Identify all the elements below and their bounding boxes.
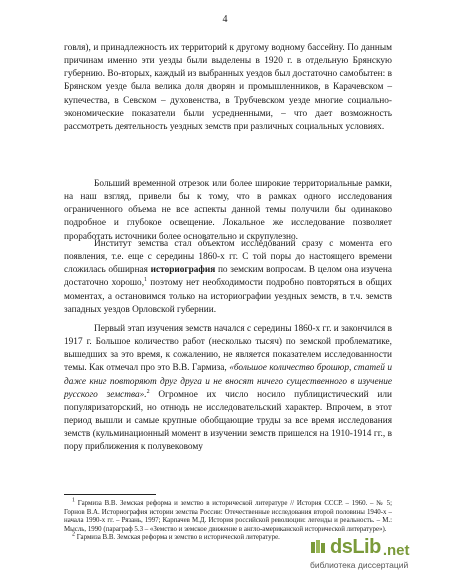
dslib-watermark[interactable]: [306, 536, 442, 576]
paragraph-4-text: [64, 323, 392, 455]
paragraph-3: [64, 238, 392, 317]
paragraph-3-part-c: поэтому нет необходимости подробно повторяться в общих моментах, а остановимся только на историографии уездных земств, в т.ч. земств западных уездов Орловской губернии.: [64, 278, 392, 315]
paragraph-4-part-a: Первый этап изучения земств начался с середины 1860-х гг. и закончился в 1917 г. Большое количество работ (несколько тысяч) по земской проблематике, вышедших за это время, к сожалению, не является показателем исследованности темы. Как отмечал про это В.В. Гармиза,: [64, 324, 392, 374]
watermark-logo: dsLib: [330, 536, 381, 558]
footnote-ref-2[interactable]: 2: [146, 388, 150, 395]
watermark-domain: .net: [382, 542, 410, 559]
footnote-2-text: Гармиза В.В. Земская реформа и земство в исторической литературе.: [76, 534, 280, 541]
footnote-divider: [64, 494, 156, 495]
paragraph-3-part-b: по земским вопросам. В целом она изучена достаточно хорошо,: [64, 265, 392, 289]
watermark-subtitle: библиотека диссертаций: [310, 560, 409, 570]
paragraph-3-part-a: Институт земства стал объектом исследований сразу с момента его появления, т.е. еще с середины 1860-х гг. С той поры до настоящего времени сложилась обширная: [64, 239, 392, 276]
paragraph-2: [64, 178, 392, 244]
paragraph-4-part-b: Огромное их число носило публицистический или популяризаторский, но отнюдь не исследовательский характер. Впрочем, в этот период вышли и самые крупные обобщающие труды за все время исследования земств (кульминационный момент в изучении земств пришелся на 1910-1914 гг., в пору приближения к полувековому: [64, 389, 392, 453]
paragraph-1: [64, 42, 392, 134]
footnote-ref-1[interactable]: 1: [144, 277, 148, 284]
footnote-2-mark: 2: [72, 531, 75, 538]
garmiza-quote: «большое количество брошюр, статей и даже книг повторяют друг друга и не вносят ничего существенного в изучение русского земства».: [64, 363, 392, 400]
footnote-1-mark: 1: [72, 497, 75, 504]
footnote-1: [64, 497, 392, 534]
paragraph-1-text: говля), и принадлежность их территорий к другому водному бассейну. По данным причинам именно эти уезды были выделены в 1920 г. в отдельную Брянскую губернию. Во-вторых, каждый из выбранных уездов был достаточно самобытен: в Брянском уезде была велика доля дворян и промышленников, в Карачевском – купечества, в Севском – духовенства, в Трубчевском уезде многие социально-экономические показатели были усредненными, – что дает возможность рассмотреть деятельность уездных земств при различных социальных условиях.: [64, 43, 392, 132]
paragraph-3-text: [64, 238, 392, 317]
paragraph-4: [64, 323, 392, 455]
watermark-logo-row: [306, 536, 442, 559]
book-stack-icon: [310, 540, 326, 554]
footnote-1-text: Гармиза В.В. Земская реформа и земство в исторической литературе // История СССР. – 1960. – № 5; Горнов В.А. Историография истории земства России: Отечественные исследования второй половины 1940-х – начала 1990-х гг. – Рязань, 1997; Карпачев М.Д. История российской революции: легенды и реальность. – М.: Мысль, 1990 (параграф 5.3 – «Земство и земское движение в англо-американской исторической литературе»).: [64, 500, 392, 533]
historiography-term: историография: [150, 265, 216, 276]
page-number: 4: [222, 14, 228, 25]
paragraph-2-text: Больший временной отрезок или более широкие территориальные рамки, на наш взгляд, привели бы к тому, что в рамках одного исследования ограниченного объема не все аспекты данной темы получили бы одинаково подробное и глубокое освещение. Локальное же исследование позволяет проработать источники более основательно и скрупулезно.: [64, 179, 392, 242]
